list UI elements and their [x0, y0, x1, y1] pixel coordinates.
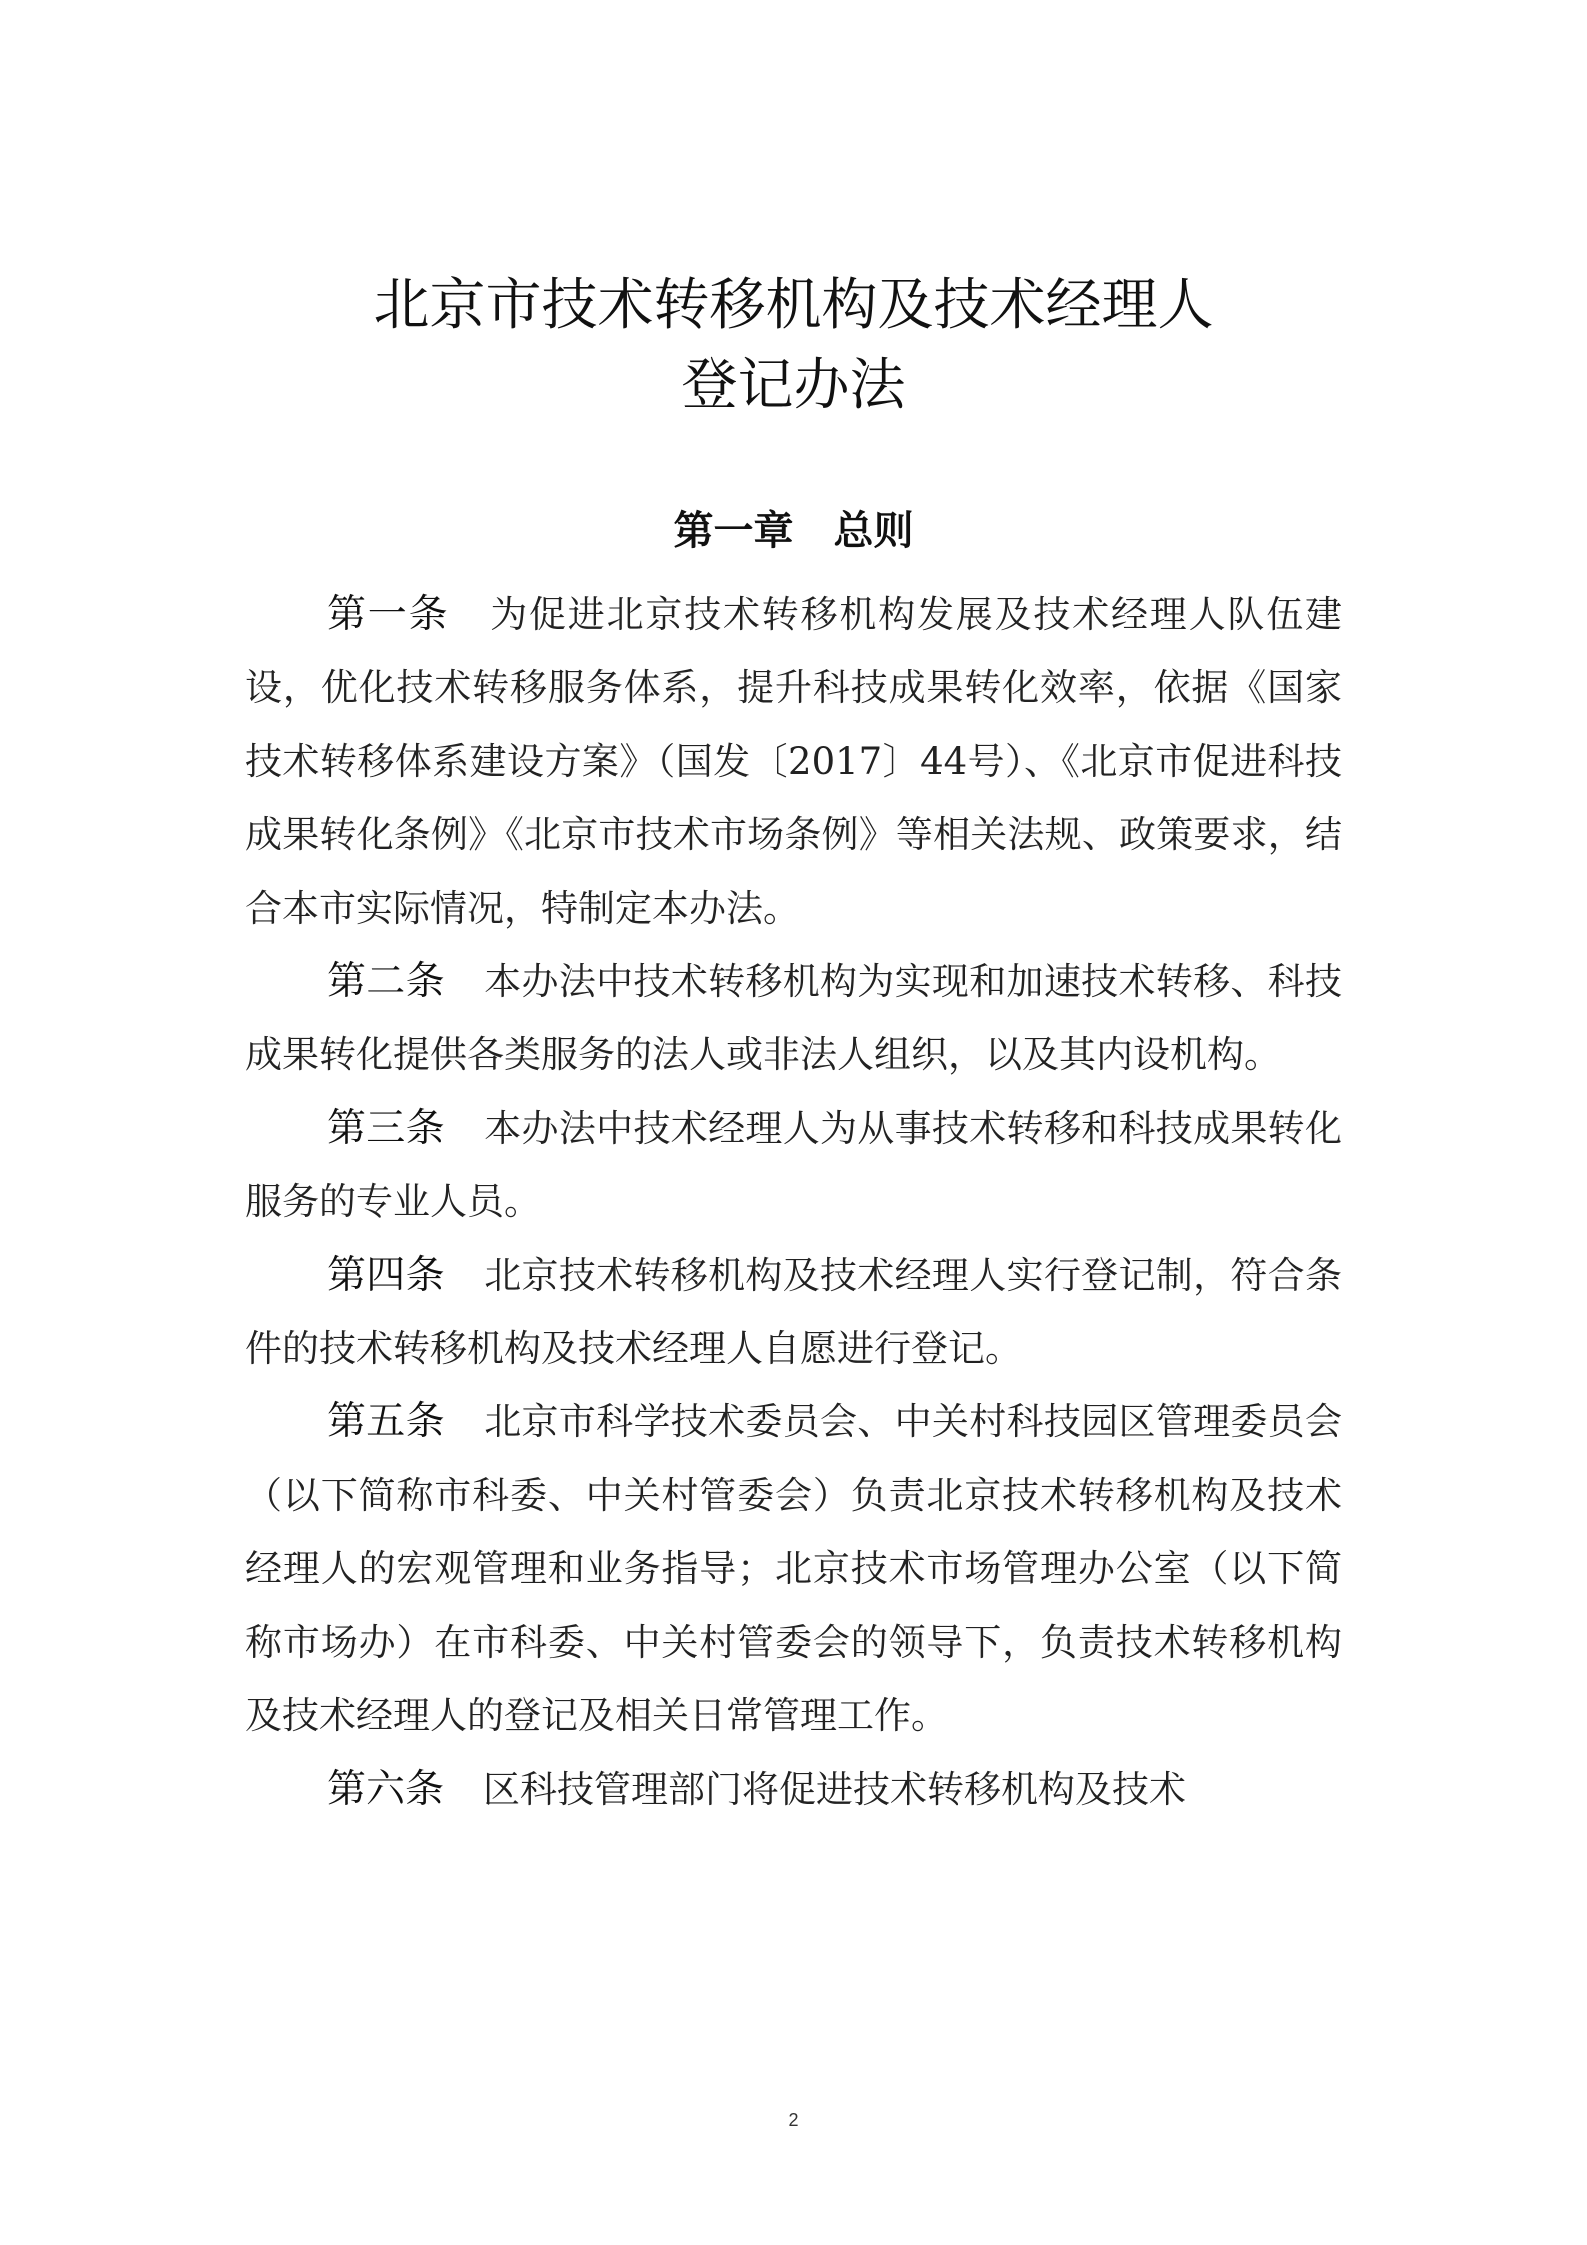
clause-label: 第四条: [327, 1252, 485, 1298]
clause-3: [245, 1092, 1342, 1239]
document-body: [245, 578, 1342, 1826]
document-title-line-2: 登记办法: [681, 353, 906, 418]
clause-text: 区科技管理部门将促进技术转移机构及技术: [483, 1767, 1187, 1811]
page-number: 2: [788, 2110, 799, 2130]
clause-text: 本办法中技术经理人为从事技术转移和科技成果转化服务的专业人员。: [245, 1106, 1342, 1224]
chapter-heading: 第一章 总则: [673, 508, 914, 554]
clause-text: 本办法中技术转移机构为实现和加速技术转移、科技成果转化提供各类服务的法人或非法人组织，以及其内设机构。: [245, 960, 1342, 1077]
clause-text: 北京技术转移机构及技术经理人实行登记制，符合条件的技术转移机构及技术经理人自愿进行登记。: [245, 1253, 1342, 1371]
document-title-line-1: 北京市技术转移机构及技术经理人: [373, 273, 1214, 338]
clause-label: 第三条: [327, 1105, 485, 1151]
clause-text: 为促进北京技术转移机构发展及技术经理人队伍建设，优化技术转移服务体系，提升科技成果转化效率，依据《国家技术转移体系建设方案》（国发〔2017〕44号）、《北京市促进科技成果转化条例》《北京市技术市场条例》等相关法规、政策要求，结合本市实际情况，特制定本办法。: [245, 593, 1342, 930]
clause-6: [245, 1753, 1342, 1826]
clause-label: 第二条: [327, 959, 485, 1005]
clause-4: [245, 1239, 1342, 1386]
clause-5: [245, 1385, 1342, 1752]
clause-1: [245, 578, 1342, 945]
clause-label: 第五条: [327, 1399, 485, 1445]
clause-text: 北京市科学技术委员会、中关村科技园区管理委员会（以下简称市科委、中关村管委会）负责北京技术转移机构及技术经理人的宏观管理和业务指导；北京技术市场管理办公室（以下简称市场办）在市科委、中关村管委会的领导下，负责技术转移机构及技术经理人的登记及相关日常管理工作。: [245, 1400, 1342, 1738]
clause-label: 第一条: [327, 592, 491, 637]
clause-2: [245, 945, 1342, 1092]
clause-label: 第六条: [327, 1766, 484, 1812]
